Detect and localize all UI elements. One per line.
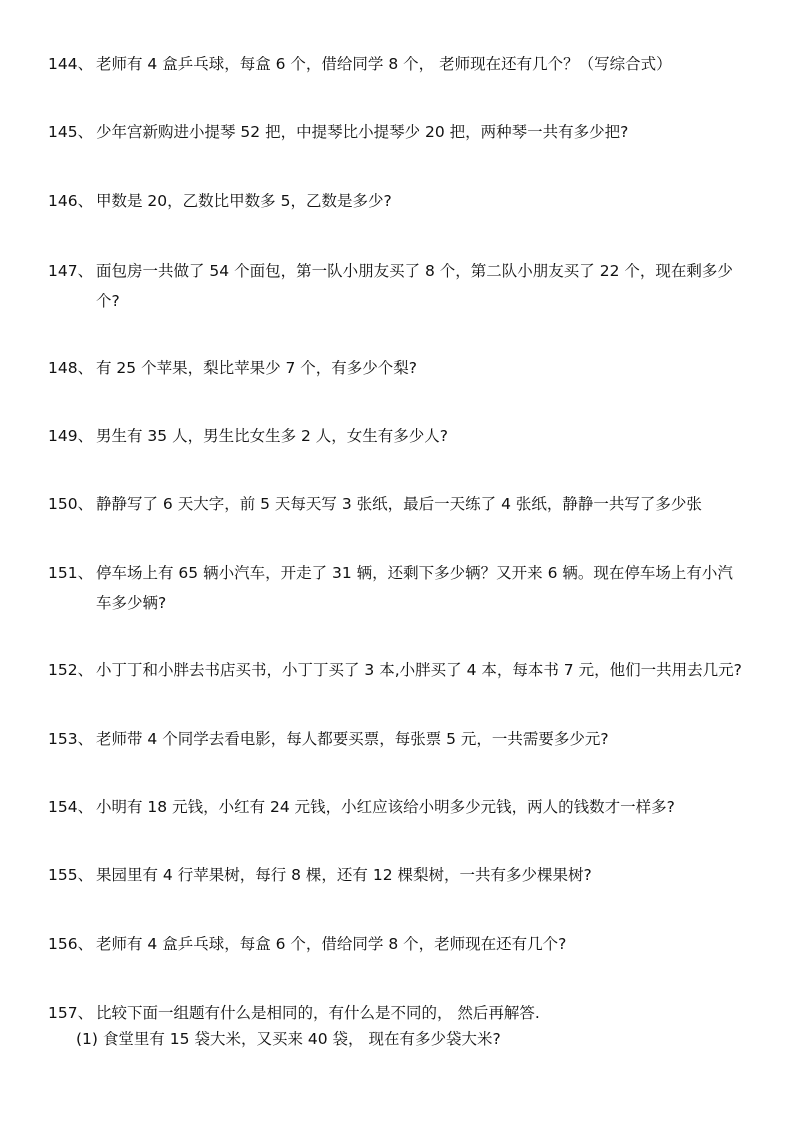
problem-text-continuation: 个? (96, 292, 120, 310)
problem-text: 少年宫新购进小提琴 52 把，中提琴比小提琴少 20 把，两种琴一共有多少把? (96, 123, 629, 141)
problem-text: 老师有 4 盒乒乓球，每盒 6 个，借给同学 8 个，老师现在还有几个? (96, 935, 567, 953)
problem-number: 153、 (48, 730, 94, 748)
problem-155 (48, 860, 768, 890)
problem-text: 小丁丁和小胖去书店买书，小丁丁买了 3 本,小胖买了 4 本，每本书 7 元，他们一共用去几元? (96, 661, 742, 679)
problem-text: 老师有 4 盒乒乓球，每盒 6 个，借给同学 8 个， 老师现在还有几个？（写综合式） (96, 55, 672, 73)
subquestion-1: (1) 食堂里有 15 袋大米，又买来 40 袋， 现在有多少袋大米? (76, 1030, 501, 1048)
problem-number: 157、 (48, 1004, 94, 1022)
problem-number: 147、 (48, 262, 94, 280)
problem-text: 老师带 4 个同学去看电影，每人都要买票，每张票 5 元，一共需要多少元? (96, 730, 609, 748)
problem-number: 149、 (48, 427, 94, 445)
problem-148 (48, 353, 768, 383)
problem-text: 有 25 个苹果，梨比苹果少 7 个，有多少个梨? (96, 359, 418, 377)
problem-number: 156、 (48, 935, 94, 953)
problem-150 (48, 489, 768, 519)
problem-149 (48, 421, 768, 451)
problem-153 (48, 724, 768, 754)
problem-text: 小明有 18 元钱，小红有 24 元钱，小红应该给小明多少元钱，两人的钱数才一样多? (96, 798, 675, 816)
problem-number: 146、 (48, 192, 94, 210)
problem-147 (48, 256, 768, 316)
problem-number: 152、 (48, 661, 94, 679)
problem-text-continuation: 车多少辆? (96, 594, 167, 612)
problem-number: 155、 (48, 866, 94, 884)
problem-number: 151、 (48, 564, 94, 582)
problem-152 (48, 655, 768, 685)
problem-number: 144、 (48, 55, 94, 73)
problem-number: 148、 (48, 359, 94, 377)
problem-156 (48, 929, 768, 959)
problem-text: 男生有 35 人，男生比女生多 2 人，女生有多少人? (96, 427, 449, 445)
problem-154 (48, 792, 768, 822)
problem-number: 154、 (48, 798, 94, 816)
problem-144 (48, 49, 768, 79)
problem-number: 150、 (48, 495, 94, 513)
problem-text: 面包房一共做了 54 个面包，第一队小朋友买了 8 个，第二队小朋友买了 22 个，现在剩多少 (96, 262, 733, 280)
problem-text: 停车场上有 65 辆小汽车，开走了 31 辆，还剩下多少辆？又开来 6 辆。现在停车场上有小汽 (96, 564, 733, 582)
problem-text: 比较下面一组题有什么是相同的，有什么是不同的， 然后再解答. (96, 1004, 540, 1022)
problem-text: 果园里有 4 行苹果树，每行 8 棵，还有 12 棵梨树，一共有多少棵果树? (96, 866, 592, 884)
problem-number: 145、 (48, 123, 94, 141)
problem-145 (48, 117, 768, 147)
problem-text: 静静写了 6 天大字，前 5 天每天写 3 张纸，最后一天练了 4 张纸，静静一共写了多少张 (96, 495, 702, 513)
problem-146 (48, 186, 768, 216)
problem-text: 甲数是 20，乙数比甲数多 5，乙数是多少? (96, 192, 392, 210)
problem-151 (48, 558, 768, 618)
